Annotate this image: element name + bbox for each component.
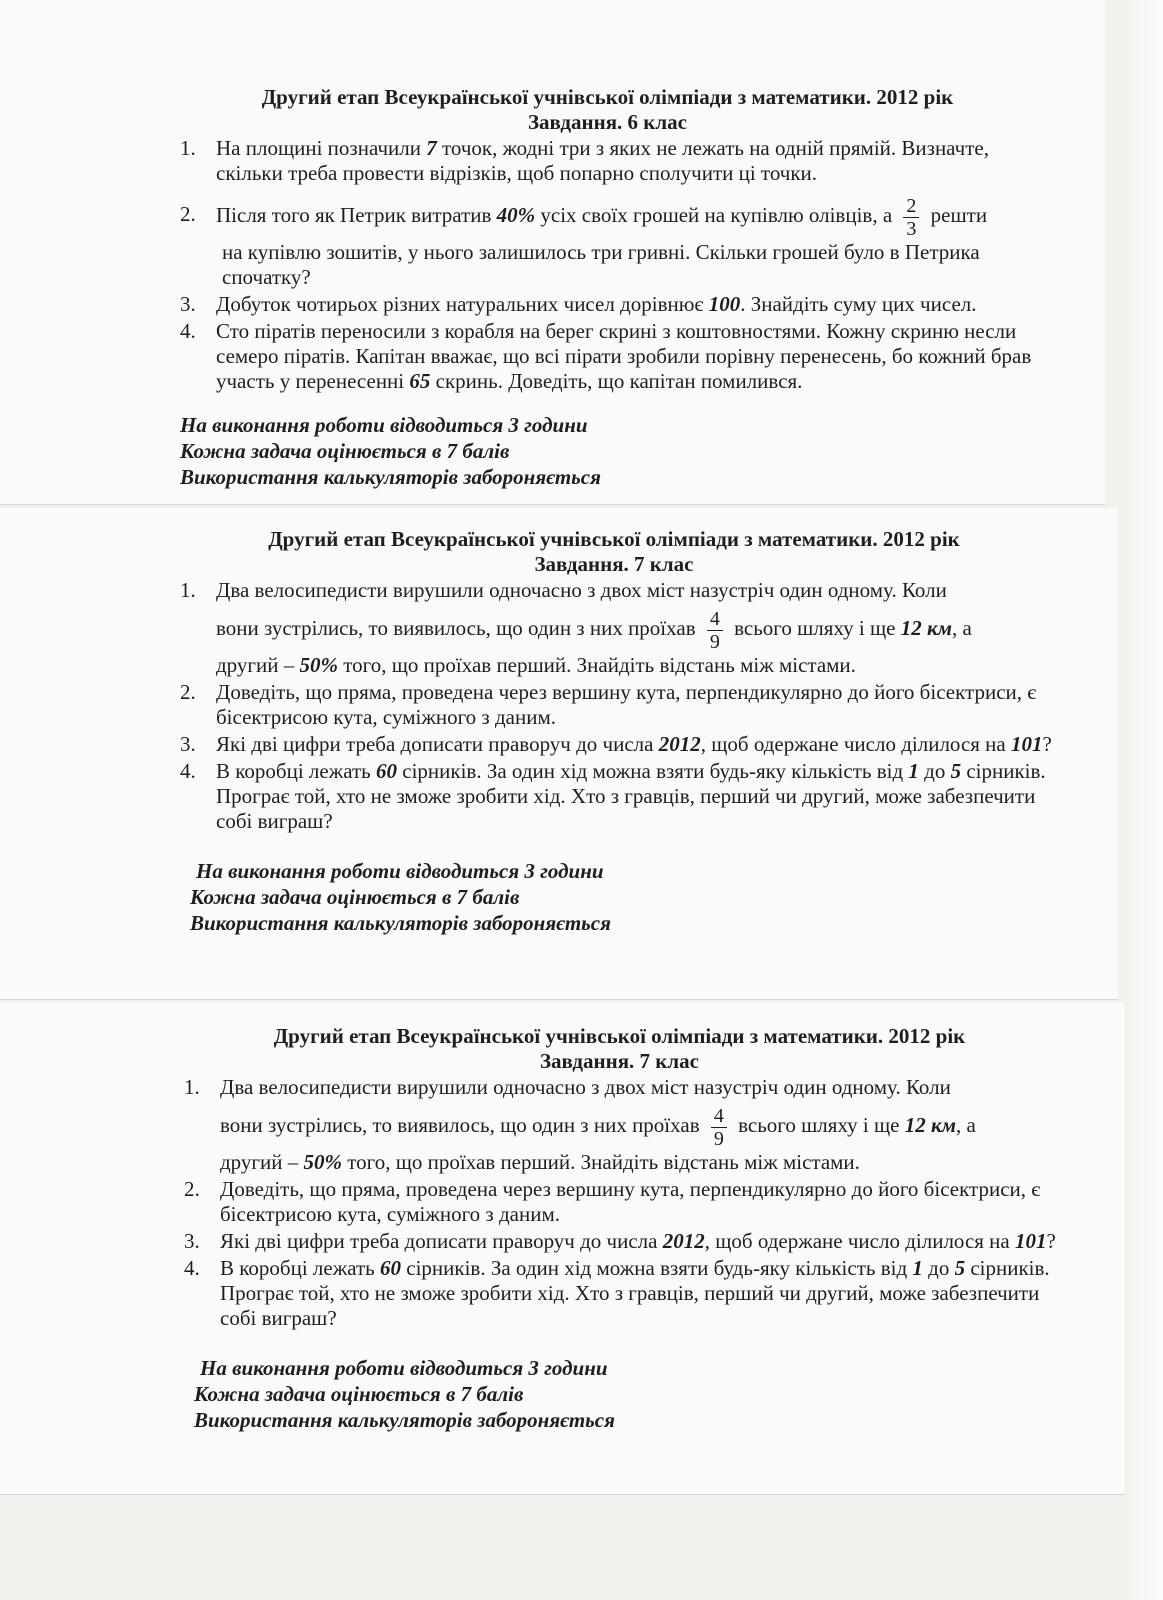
problem-text: сірників. Програє той, хто не зможе зробити хід. Хто з гравців, перший чи другий, може забезпечити собі виграш?	[220, 1256, 1050, 1330]
problem-text: . Знайдіть суму цих чисел.	[740, 292, 977, 316]
rule-points: Кожна задача оцінюється в 7 балів	[190, 885, 520, 909]
problem-list	[180, 578, 1058, 834]
problem-value: 50%	[299, 653, 338, 677]
task-sheet-grade-6	[0, 0, 1105, 505]
problem-text: до	[918, 759, 951, 783]
fraction	[711, 1105, 727, 1150]
sheet-title: Другий етап Всеукраїнської учнівської олімпіади з математики. 2012 рік	[261, 85, 954, 109]
problem-value: 2012	[662, 1229, 705, 1253]
problem-text: вони зустрілись, то виявилось, що один з них проїхав	[216, 616, 696, 640]
problem-value: 40%	[496, 203, 536, 227]
problem-number: 2.	[180, 680, 196, 704]
problem-text: Сто піратів переносили з корабля на берег скрині з коштовностями. Кожну скриню несли семеро піратів. Капітан вважає, що всі пірати зробили порівну перенесень, бо кожний брав участь у перенесенні	[216, 319, 1032, 393]
problem-text: того, що проїхав перший. Знайдіть відстань між містами.	[338, 653, 856, 677]
problem-text: вони зустрілись, то виявилось, що один з них проїхав	[220, 1113, 700, 1137]
problem-2	[180, 190, 1045, 290]
problem-text: Два велосипедисти вирушили одночасно з двох міст назустріч один одному. Коли	[220, 1075, 951, 1099]
problem-2	[184, 1177, 1065, 1227]
fraction-denominator: 9	[713, 1127, 724, 1150]
sheet-title: Другий етап Всеукраїнської учнівської олімпіади з математики. 2012 рік	[273, 1024, 966, 1048]
fraction-numerator: 4	[707, 608, 723, 631]
problem-value: 60	[376, 759, 397, 783]
problem-text: сірників. Програє той, хто не зможе зробити хід. Хто з гравців, перший чи другий, може забезпечити собі виграш?	[216, 759, 1046, 833]
problem-text: На площині позначили	[216, 136, 427, 160]
problem-text: Два велосипедисти вирушили одночасно з двох міст назустріч один одному. Коли	[216, 578, 947, 602]
problem-text: сірників. За один хід можна взяти будь-яку кількість від	[397, 759, 909, 783]
problem-value: 2012	[658, 732, 701, 756]
problem-text: того, що проїхав перший. Знайдіть відстань між містами.	[342, 1150, 860, 1174]
task-sheet-grade-7-b	[0, 1003, 1125, 1495]
problem-value: 101	[1011, 732, 1043, 756]
problem-text: Після того як Петрик витратив	[216, 203, 497, 227]
problem-text: другий –	[216, 653, 300, 677]
problem-1	[180, 578, 1058, 678]
problem-value: 65	[409, 369, 431, 393]
problem-text: точок, жодні три з яких не лежать на одній прямій. Визначте, скільки треба провести відрізків, щоб попарно сполучити ці точки.	[216, 136, 989, 185]
rule-calculators: Використання калькуляторів забороняється	[190, 911, 611, 935]
fraction-denominator: 3	[906, 217, 917, 240]
problem-3	[184, 1229, 1065, 1254]
problem-value: 101	[1015, 1229, 1047, 1253]
exam-rules	[184, 1355, 1065, 1433]
problem-text: Які дві цифри треба дописати праворуч до числа	[216, 732, 659, 756]
sheet-subtitle: Завдання. 7 клас	[534, 552, 694, 576]
scan-background-edge	[1127, 0, 1163, 1600]
problem-number: 4.	[184, 1256, 200, 1280]
problem-text: до	[922, 1256, 955, 1280]
problem-text: скринь. Доведіть, що капітан помилився.	[430, 369, 803, 393]
problem-text: другий –	[220, 1150, 304, 1174]
problem-value: 5	[950, 759, 962, 783]
problem-text: , щоб одержане число ділилося на	[704, 1229, 1015, 1253]
sheet-subtitle: Завдання. 6 клас	[527, 110, 688, 134]
problem-3	[180, 292, 1045, 317]
problem-text: ?	[1046, 1229, 1056, 1253]
problem-number: 3.	[184, 1229, 200, 1253]
problem-4	[180, 759, 1058, 834]
problem-3	[180, 732, 1058, 757]
problem-text: решти	[930, 203, 988, 227]
sheet-subtitle: Завдання. 7 клас	[539, 1049, 700, 1073]
problem-text: , а	[952, 616, 972, 640]
exam-rules	[180, 412, 1045, 490]
problem-value: 50%	[303, 1150, 342, 1174]
sheet-title: Другий етап Всеукраїнської учнівської олімпіади з математики. 2012 рік	[268, 527, 960, 551]
problem-text: Які дві цифри треба дописати праворуч до числа	[220, 1229, 663, 1253]
rule-points: Кожна задача оцінюється в 7 балів	[194, 1382, 524, 1406]
problem-number: 4.	[180, 759, 196, 783]
problem-text: Добуток чотирьох різних натуральних чисел дорівнює	[216, 292, 709, 316]
problem-4	[180, 319, 1045, 394]
problem-2	[180, 680, 1058, 730]
problem-list	[180, 136, 1045, 394]
problem-text: Доведіть, що пряма, проведена через вершину кута, перпендикулярно до його бісектриси, є бісектрисою кута, суміжного з даним.	[216, 680, 1037, 729]
rule-time: На виконання роботи відводиться 3 години	[196, 859, 604, 883]
problem-value: 1	[912, 1256, 923, 1280]
rule-calculators: Використання калькуляторів забороняється	[194, 1408, 615, 1432]
fraction	[707, 608, 723, 653]
problem-value: 100	[708, 292, 741, 316]
problem-value: 7	[426, 136, 437, 160]
problem-number: 1.	[184, 1075, 200, 1099]
problem-text: , щоб одержане число ділилося на	[700, 732, 1011, 756]
problem-value: 1	[908, 759, 919, 783]
problem-value: 60	[380, 1256, 401, 1280]
problem-number: 1.	[180, 578, 196, 602]
problem-1	[184, 1075, 1065, 1175]
problem-number: 3.	[180, 732, 196, 756]
rule-points: Кожна задача оцінюється в 7 балів	[180, 439, 510, 463]
fraction-numerator: 2	[903, 195, 919, 218]
problem-value: 5	[954, 1256, 966, 1280]
problem-text: всього шляху і ще	[734, 616, 901, 640]
problem-text: всього шляху і ще	[738, 1113, 905, 1137]
problem-number: 3.	[180, 292, 196, 316]
problem-number: 2.	[184, 1177, 200, 1201]
problem-text: В коробці лежать	[216, 759, 376, 783]
problem-number: 1.	[180, 136, 196, 160]
fraction-denominator: 9	[709, 630, 720, 653]
problem-value: 12 км	[900, 616, 953, 640]
problem-text: В коробці лежать	[220, 1256, 380, 1280]
problem-4	[184, 1256, 1065, 1331]
fraction	[903, 195, 919, 240]
problem-text: на купівлю зошитів, у нього залишилось три гривні. Скільки грошей було в Петрика спочатку?	[222, 240, 980, 289]
fraction-numerator: 4	[711, 1105, 727, 1128]
problem-text: сірників. За один хід можна взяти будь-яку кількість від	[401, 1256, 913, 1280]
problem-text: усіх своїх грошей на купівлю олівців, а	[535, 203, 893, 227]
exam-rules	[180, 858, 1058, 936]
problem-value: 12 км	[904, 1113, 957, 1137]
rule-time: На виконання роботи відводиться 3 години	[180, 413, 588, 437]
problem-1	[180, 136, 1045, 186]
problem-number: 4.	[180, 319, 196, 343]
rule-calculators: Використання калькуляторів забороняється	[180, 465, 601, 489]
task-sheet-grade-7-a	[0, 508, 1118, 1000]
problem-text: ?	[1042, 732, 1052, 756]
problem-text: Доведіть, що пряма, проведена через вершину кута, перпендикулярно до його бісектриси, є бісектрисою кута, суміжного з даним.	[220, 1177, 1041, 1226]
rule-time: На виконання роботи відводиться 3 години	[200, 1356, 608, 1380]
problem-number: 2.	[180, 202, 196, 226]
problem-text: , а	[956, 1113, 976, 1137]
problem-list	[184, 1075, 1065, 1331]
